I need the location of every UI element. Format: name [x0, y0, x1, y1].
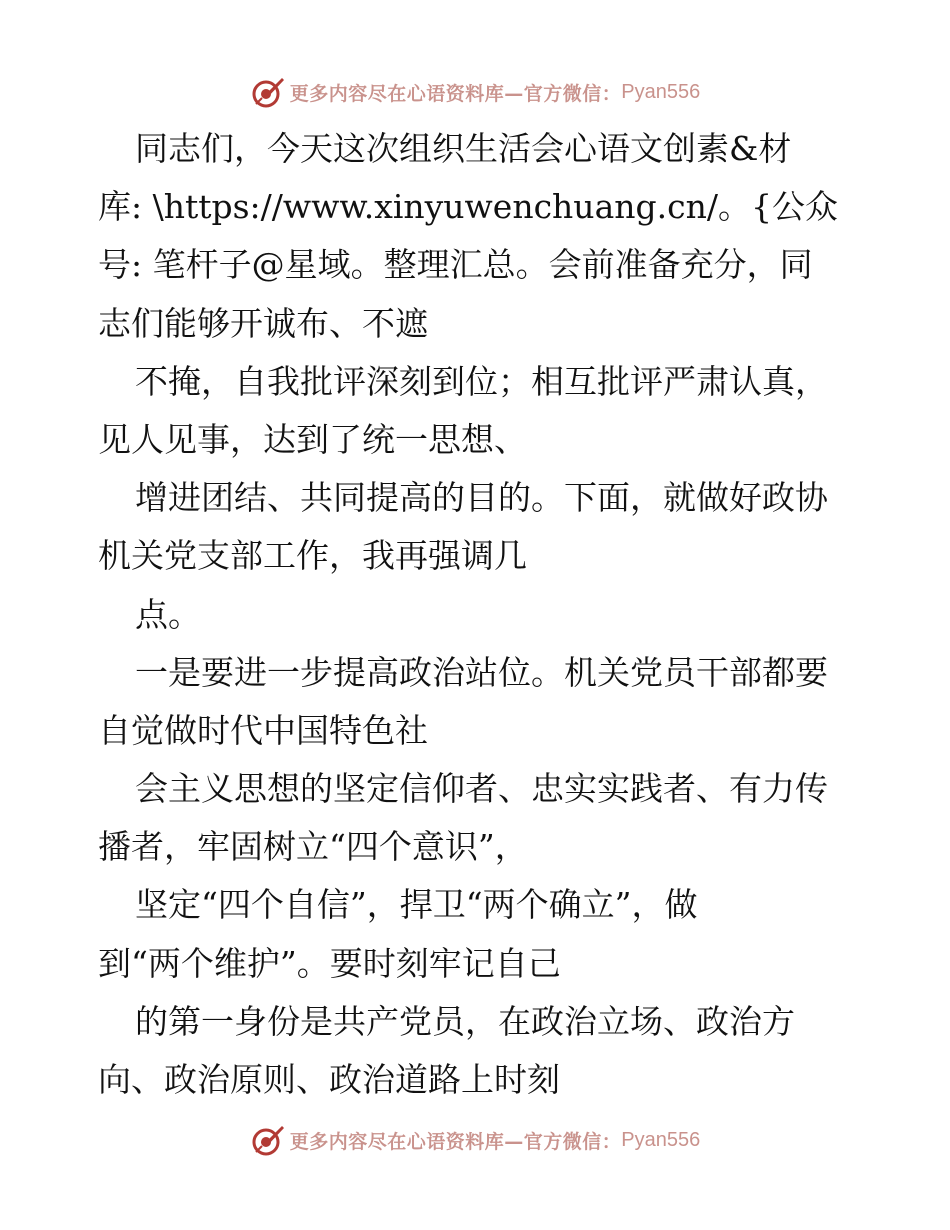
footer-banner-text: 更多内容尽在心语资料库—官方微信： — [289, 1130, 622, 1153]
text-line: 增进团结、共同提高的目的。下面，就做好政协 — [135, 478, 828, 518]
quill-logo-icon — [250, 74, 286, 110]
text-line: 播者，牢固树立“四个意识”， — [98, 827, 528, 867]
text-line: 向、政治原则、政治道路上时刻 — [98, 1060, 560, 1099]
header-banner-wechat-id: Pyan556 — [621, 80, 701, 103]
text-line: 坚定“四个自信”，捍卫“两个确立”，做 — [135, 885, 698, 925]
text-line: 一是要进一步提高政治站位。机关党员干部都要 — [135, 652, 828, 692]
text-line: 同志们，今天这次组织生活会心语文创素&材 — [135, 129, 792, 168]
quill-logo-icon — [250, 1122, 286, 1158]
header-banner — [0, 72, 950, 112]
text-line: 自觉做时代中国特色社 — [98, 710, 428, 750]
text-line: 库: \https://www.xinyuwenchuang.cn/。{公众 — [98, 187, 838, 227]
text-line: 见人见事，达到了统一思想、 — [98, 419, 527, 459]
footer-banner — [0, 1120, 950, 1160]
footer-banner-wechat-id: Pyan556 — [621, 1128, 701, 1151]
text-line: 点。 — [135, 594, 201, 634]
text-line: 会主义思想的坚定信仰者、忠实实践者、有力传 — [135, 769, 828, 809]
text-line: 号: 笔杆子@星域。整理汇总。会前准备充分，同 — [98, 245, 813, 285]
text-line: 机关党支部工作，我再强调几 — [98, 536, 527, 576]
document-body — [98, 120, 888, 1109]
header-banner-text: 更多内容尽在心语资料库—官方微信： — [289, 82, 622, 105]
text-line: 志们能够开诚布、不遮 — [98, 303, 428, 343]
text-line: 的第一身份是共产党员，在政治立场、政治方 — [135, 1001, 795, 1041]
text-line: 不掩，自我批评深刻到位；相互批评严肃认真， — [135, 361, 828, 401]
text-line: 到“两个维护”。要时刻牢记自己 — [98, 943, 561, 983]
